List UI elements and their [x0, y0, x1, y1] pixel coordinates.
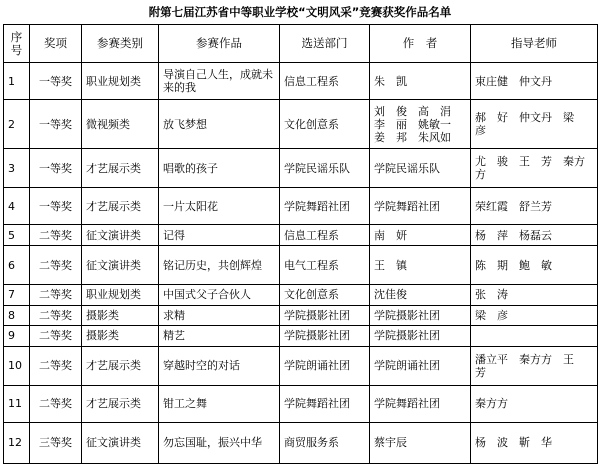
- cell-dept: 学院民谣乐队: [280, 149, 370, 188]
- table-row: [4, 225, 598, 246]
- cell-seq: 11: [4, 385, 30, 422]
- cell-seq: 5: [4, 225, 30, 246]
- cell-author: 沈佳俊: [370, 285, 471, 306]
- cell-author: 刘 俊 高 涓 李 丽 姚敏一 姜 邦 朱风如: [370, 100, 471, 149]
- cell-category: 摄影类: [82, 326, 159, 347]
- cell-advisor: 荣红霞 舒兰芳: [471, 188, 598, 225]
- cell-seq: 1: [4, 63, 30, 100]
- cell-award: 二等奖: [30, 245, 82, 284]
- cell-dept: 电气工程系: [280, 245, 370, 284]
- cell-advisor: 陈 期 鲍 敏: [471, 245, 598, 284]
- table-row: [4, 63, 598, 100]
- cell-dept: 信息工程系: [280, 63, 370, 100]
- cell-author: 学院摄影社团: [370, 326, 471, 347]
- cell-category: 才艺展示类: [82, 149, 159, 188]
- cell-advisor: 郝 好 仲文丹 梁 彦: [471, 100, 598, 149]
- cell-award: 三等奖: [30, 422, 82, 463]
- cell-advisor: 梁 彦: [471, 305, 598, 326]
- table-header-row: [4, 25, 598, 63]
- cell-advisor: 杨 波 靳 华: [471, 422, 598, 463]
- cell-award: 二等奖: [30, 305, 82, 326]
- cell-award: 一等奖: [30, 188, 82, 225]
- cell-work: 唱歌的孩子: [159, 149, 280, 188]
- page-title: 附第七届江苏省中等职业学校“文明风采”竞赛获奖作品名单: [148, 5, 452, 19]
- cell-seq: 10: [4, 346, 30, 385]
- table-row: [4, 285, 598, 306]
- cell-advisor: 张 涛: [471, 285, 598, 306]
- cell-category: 才艺展示类: [82, 188, 159, 225]
- cell-author: 王 镇: [370, 245, 471, 284]
- table-row: [4, 385, 598, 422]
- cell-advisor: 杨 萍 杨磊云: [471, 225, 598, 246]
- header-dept: 选送部门: [280, 25, 370, 63]
- header-category: 参赛类别: [82, 25, 159, 63]
- cell-award: 二等奖: [30, 346, 82, 385]
- cell-work: 导演自己人生，成就未来的我: [159, 63, 280, 100]
- cell-dept: 学院朗诵社团: [280, 346, 370, 385]
- cell-category: 征文演讲类: [82, 225, 159, 246]
- cell-award: 二等奖: [30, 385, 82, 422]
- cell-author: 学院舞蹈社团: [370, 188, 471, 225]
- cell-author: 学院朗诵社团: [370, 346, 471, 385]
- cell-category: 微视频类: [82, 100, 159, 149]
- header-advisor: 指导老师: [471, 25, 598, 63]
- table-row: [4, 245, 598, 284]
- cell-dept: 学院舞蹈社团: [280, 385, 370, 422]
- cell-dept: 文化创意系: [280, 100, 370, 149]
- cell-work: 勿忘国耻，振兴中华: [159, 422, 280, 463]
- cell-dept: 文化创意系: [280, 285, 370, 306]
- header-author: 作 者: [370, 25, 471, 63]
- cell-dept: 学院舞蹈社团: [280, 188, 370, 225]
- table-row: [4, 188, 598, 225]
- cell-category: 征文演讲类: [82, 422, 159, 463]
- cell-seq: 3: [4, 149, 30, 188]
- cell-work: 放飞梦想: [159, 100, 280, 149]
- cell-advisor: 秦方方: [471, 385, 598, 422]
- cell-category: 摄影类: [82, 305, 159, 326]
- table-row: [4, 346, 598, 385]
- cell-seq: 2: [4, 100, 30, 149]
- cell-work: 记得: [159, 225, 280, 246]
- cell-work: 一片太阳花: [159, 188, 280, 225]
- cell-category: 职业规划类: [82, 63, 159, 100]
- cell-author: 学院民谣乐队: [370, 149, 471, 188]
- cell-seq: 6: [4, 245, 30, 284]
- cell-award: 一等奖: [30, 63, 82, 100]
- table-row: [4, 305, 598, 326]
- cell-work: 求精: [159, 305, 280, 326]
- cell-seq: 4: [4, 188, 30, 225]
- cell-category: 职业规划类: [82, 285, 159, 306]
- cell-seq: 9: [4, 326, 30, 347]
- cell-category: 才艺展示类: [82, 385, 159, 422]
- cell-award: 一等奖: [30, 100, 82, 149]
- cell-author: 学院舞蹈社团: [370, 385, 471, 422]
- cell-work: 精艺: [159, 326, 280, 347]
- header-award: 奖项: [30, 25, 82, 63]
- cell-award: 二等奖: [30, 285, 82, 306]
- cell-dept: 商贸服务系: [280, 422, 370, 463]
- header-seq: 序号: [4, 25, 30, 63]
- cell-work: 穿越时空的对话: [159, 346, 280, 385]
- cell-work: 钳工之舞: [159, 385, 280, 422]
- cell-dept: 学院摄影社团: [280, 326, 370, 347]
- table-row: [4, 422, 598, 463]
- table-row: [4, 326, 598, 347]
- cell-award: 二等奖: [30, 225, 82, 246]
- table-row: [4, 100, 598, 149]
- header-work: 参赛作品: [159, 25, 280, 63]
- cell-advisor: 尤 骏 王 芳 秦方方: [471, 149, 598, 188]
- awards-table: [3, 24, 598, 464]
- cell-author: 学院摄影社团: [370, 305, 471, 326]
- cell-award: 二等奖: [30, 326, 82, 347]
- cell-dept: 信息工程系: [280, 225, 370, 246]
- cell-advisor: [471, 326, 598, 347]
- cell-author: 朱 凯: [370, 63, 471, 100]
- cell-seq: 12: [4, 422, 30, 463]
- cell-advisor: 束庄健 仲文丹: [471, 63, 598, 100]
- cell-work: 中国式父子合伙人: [159, 285, 280, 306]
- cell-seq: 7: [4, 285, 30, 306]
- table-row: [4, 149, 598, 188]
- cell-award: 一等奖: [30, 149, 82, 188]
- cell-author: 南 妍: [370, 225, 471, 246]
- cell-dept: 学院摄影社团: [280, 305, 370, 326]
- cell-advisor: 潘立平 秦方方 王 芳: [471, 346, 598, 385]
- cell-work: 铭记历史，共创辉煌: [159, 245, 280, 284]
- cell-category: 征文演讲类: [82, 245, 159, 284]
- cell-seq: 8: [4, 305, 30, 326]
- cell-category: 才艺展示类: [82, 346, 159, 385]
- cell-author: 蔡宇辰: [370, 422, 471, 463]
